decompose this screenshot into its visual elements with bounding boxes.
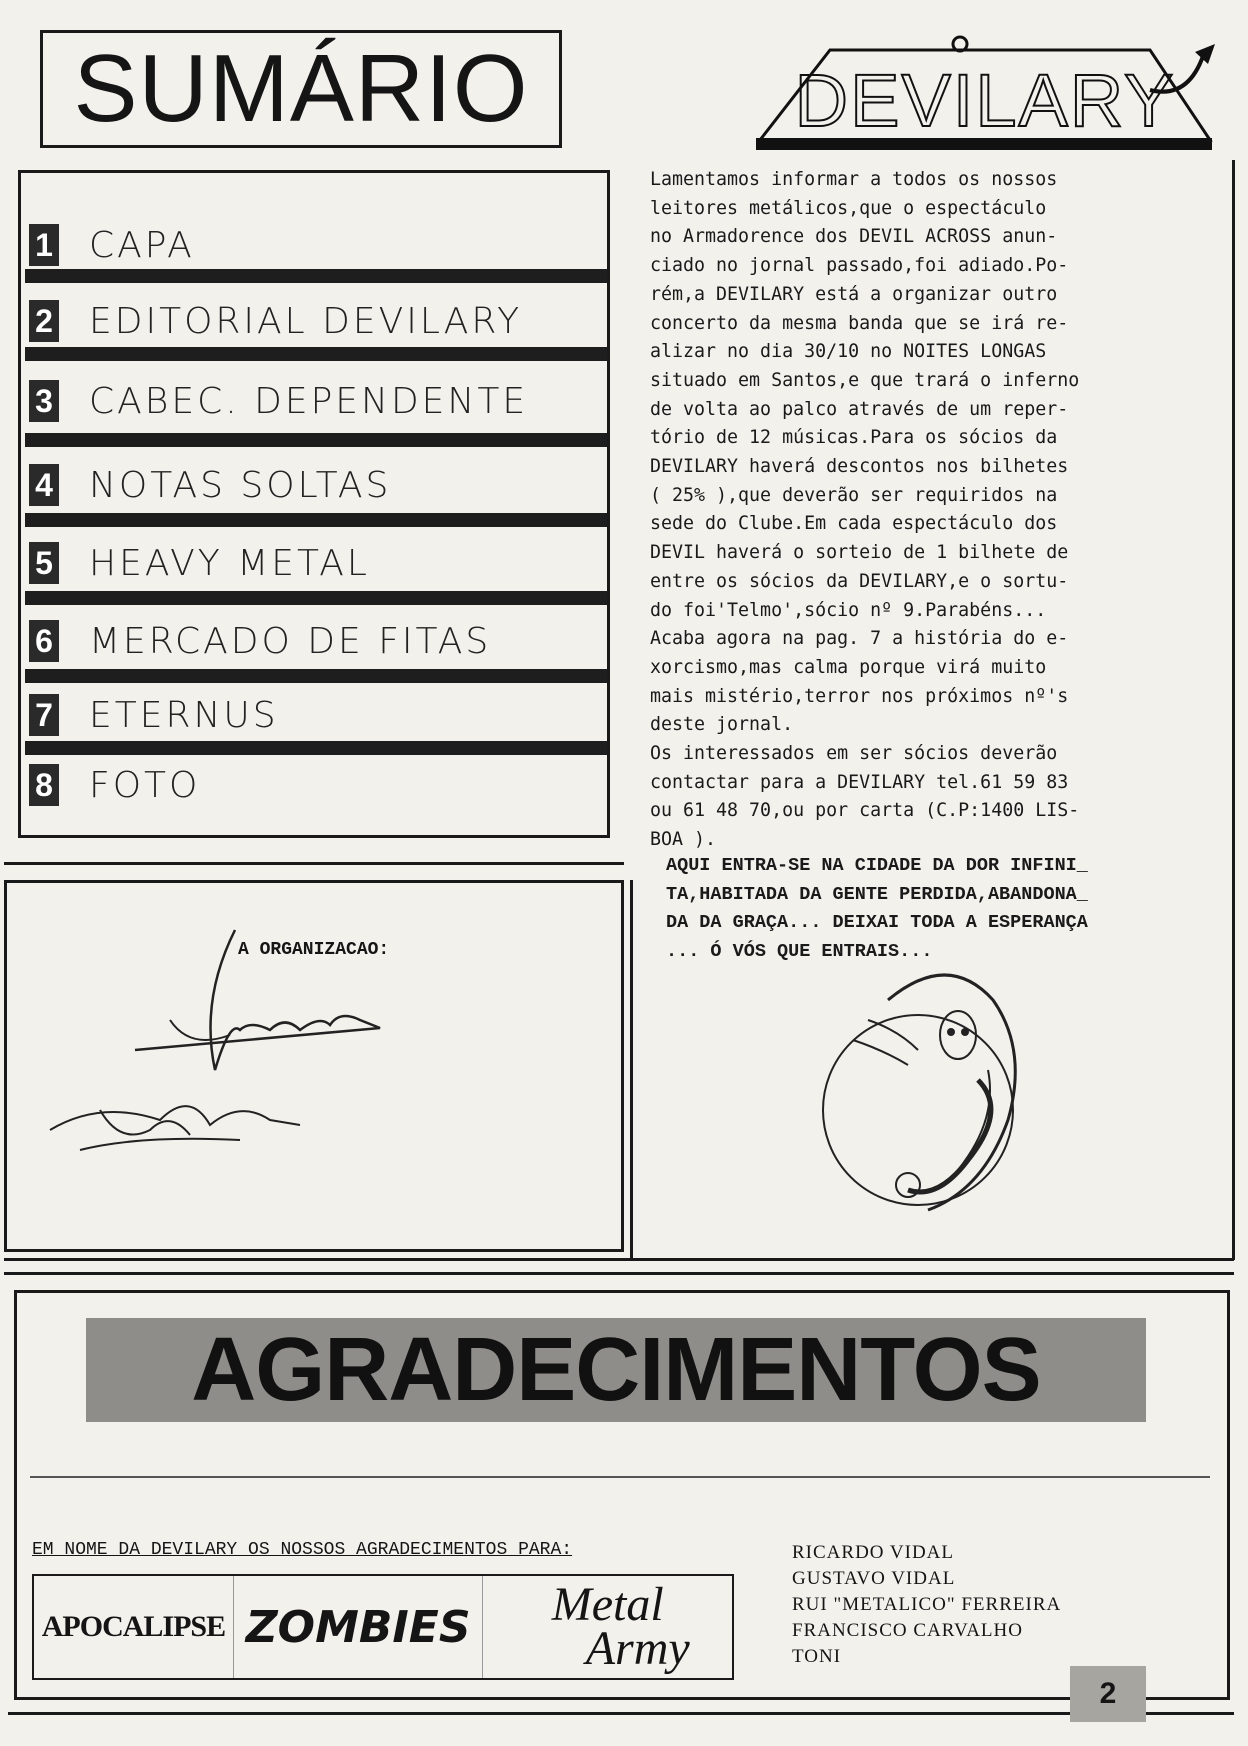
toc-item — [29, 373, 601, 429]
band-logos — [32, 1574, 734, 1680]
apocalipse-logo: APOCALIPSE — [41, 1610, 226, 1643]
divider — [8, 1712, 1234, 1715]
toc-label: HEAVY METAL — [89, 542, 370, 584]
zombies-logo: ZOMBIES — [233, 1576, 484, 1678]
toc-item — [29, 293, 601, 349]
toc-label: FOTO — [89, 764, 201, 806]
toc-number: 3 — [29, 380, 59, 422]
name-entry: FRANCISCO CARVALHO — [792, 1620, 1023, 1641]
toc-label: CAPA — [89, 224, 195, 266]
toc-number: 1 — [29, 224, 59, 266]
metal-army-logo: Metal Army — [551, 1578, 690, 1675]
toc-divider — [25, 669, 607, 683]
name-entry: RUI "METALICO" FERREIRA — [792, 1594, 1062, 1615]
toc-divider — [25, 433, 607, 447]
toc-label: MERCADO DE FITAS — [89, 620, 492, 662]
toc-number: 4 — [29, 464, 59, 506]
toc-label: NOTAS SOLTAS — [89, 464, 392, 506]
acknowledgements-names — [792, 1540, 1061, 1670]
toc-label: ETERNUS — [89, 694, 279, 736]
name-entry: GUSTAVO VIDAL — [792, 1568, 956, 1589]
toc-divider — [25, 591, 607, 605]
dante-quote: AQUI ENTRA-SE NA CIDADE DA DOR INFINI_ TA,HABITADA DA GENTE PERDIDA,ABANDONA_ DA DA GRAÇA... DEIXAI TODA A ESPERANÇA ... Ó VÓS QUE ENTRAIS... — [666, 855, 1088, 962]
column-divider — [630, 880, 633, 1260]
divider — [4, 862, 624, 865]
organization-label: A ORGANIZACAO: — [238, 940, 390, 960]
divider — [4, 1258, 1234, 1261]
toc-divider — [25, 269, 607, 283]
toc-number: 7 — [29, 694, 59, 736]
toc-item — [29, 217, 601, 273]
reaper-illustration — [808, 960, 1078, 1230]
toc-item — [29, 535, 601, 591]
sumario-title: SUMÁRIO — [73, 35, 529, 142]
toc-label: CABEC. DEPENDENTE — [89, 380, 529, 422]
acknowledgements-intro: EM NOME DA DEVILARY OS NOSSOS AGRADECIMENTOS PARA: — [32, 1540, 573, 1560]
toc-item — [29, 457, 601, 513]
toc-number: 8 — [29, 764, 59, 806]
toc-number: 6 — [29, 620, 59, 662]
sumario-title-box — [40, 30, 562, 148]
svg-text:DEVILARY: DEVILARY — [794, 59, 1176, 142]
toc-number: 5 — [29, 542, 59, 584]
page-number: 2 — [1070, 1666, 1146, 1722]
toc-item — [29, 613, 601, 669]
name-entry: TONI — [792, 1646, 842, 1667]
name-entry: RICARDO VIDAL — [792, 1542, 955, 1563]
toc-label: EDITORIAL DEVILARY — [89, 300, 523, 342]
toc-number: 2 — [29, 300, 59, 342]
table-of-contents — [18, 170, 610, 838]
toc-item — [29, 687, 601, 743]
toc-item — [29, 757, 601, 813]
acknowledgements-banner — [86, 1318, 1146, 1422]
editorial-text: Lamentamos informar a todos os nossos leitores metálicos,que o espectáculo no Armadorence dos DEVIL ACROSS anun- ciado no jornal passado,foi adiado.Po- rém,a DEVILARY está a organizar outro concerto da mesma banda que se irá re- alizar no dia 30/10 no NOITES LONGAS situado em Santos,e que trará o inferno de volta ao palco através de um reper- tório de 12 músicas.Para os sócios da DEVILARY haverá descontos nos bilhetes ( 25% ),que deverão ser requiridos na sede do Clube.Em cada espectáculo dos DEVIL haverá o sorteio de 1 bilhete de entre os sócios da DEVILARY,e o sortu- do foi'Telmo',sócio nº 9.Parabéns... Acaba agora na pag. 7 a história do e- xorcismo,mas calma porque virá muito mais mistério,terror nos próximos nº's deste jornal. Os interessados em ser sócios deverão contactar para a DEVILARY tel.61 59 83 ou 61 48 70,ou por carta (C.P:1400 LIS- BOA ). — [650, 169, 1080, 851]
signature-image — [40, 920, 400, 1170]
column-divider — [1232, 160, 1235, 1260]
toc-divider — [25, 513, 607, 527]
divider — [30, 1476, 1210, 1478]
acknowledgements-title: AGRADECIMENTOS — [191, 1319, 1041, 1420]
toc-divider — [25, 741, 607, 755]
divider — [4, 1272, 1234, 1275]
devilary-logo — [750, 30, 1220, 160]
toc-divider — [25, 347, 607, 361]
